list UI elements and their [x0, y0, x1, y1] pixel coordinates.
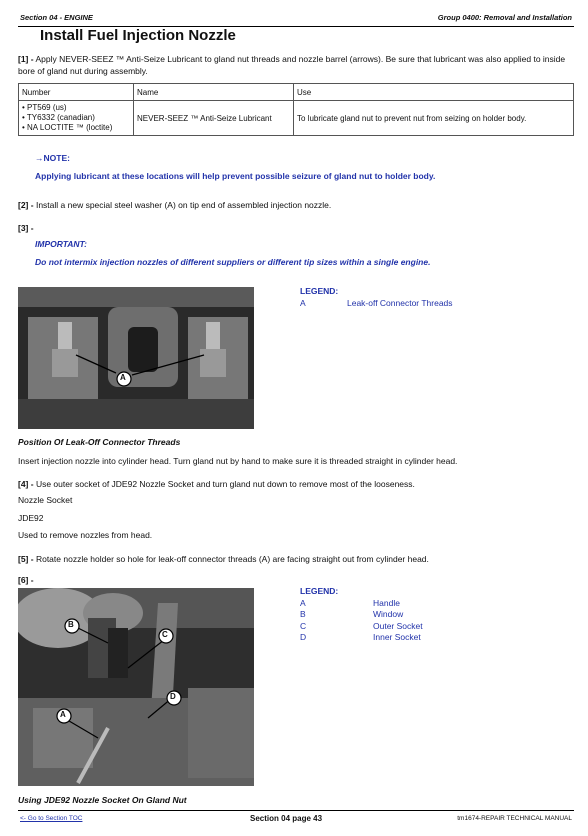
note-label: →NOTE:	[35, 153, 70, 163]
legend-item	[300, 598, 423, 610]
tool-use: Used to remove nozzles from head.	[18, 530, 153, 540]
col-header-use: Use	[294, 84, 574, 101]
legend-value: Leak-off Connector Threads	[347, 297, 453, 308]
legend-item	[300, 298, 453, 310]
table-header-row	[19, 84, 574, 101]
callout-a: A	[60, 710, 66, 719]
figure-2-caption: Using JDE92 Nozzle Socket On Gland Nut	[18, 795, 187, 805]
cell-numbers	[19, 101, 134, 136]
step-1-number: [1] -	[18, 54, 34, 64]
step-3	[18, 222, 34, 234]
part-number: • NA LOCTITE ™ (loctite)	[22, 123, 113, 132]
legend-value: Window	[373, 609, 404, 619]
note-text: Applying lubricant at these locations will help prevent possible seizure of gland nut to holder body.	[35, 171, 436, 181]
step-4-text: Use outer socket of JDE92 Nozzle Socket and turn gland nut down to remove most of the looseness.	[33, 479, 415, 489]
legend-value: Handle	[373, 597, 400, 608]
group-label: Group 0400: Removal and Installation	[437, 13, 572, 22]
page-number: Section 04 page 43	[250, 814, 323, 823]
step-1	[18, 53, 574, 77]
callout-b: B	[68, 620, 74, 629]
step-4	[18, 478, 415, 490]
legend-value: Inner Socket	[373, 632, 421, 642]
figure-1-legend	[300, 286, 453, 309]
legend-key: A	[300, 597, 306, 608]
step-6	[18, 574, 34, 586]
part-number: • PT569 (us)	[22, 103, 67, 112]
cell-use: To lubricate gland nut to prevent nut from seizing on holder body.	[294, 101, 574, 136]
legend-item	[300, 609, 423, 621]
manual-title: tm1674-REPAIR TECHNICAL MANUAL	[457, 815, 572, 822]
important-label: IMPORTANT:	[35, 239, 87, 249]
step-2-number: [2] -	[18, 200, 34, 210]
insert-paragraph: Insert injection nozzle into cylinder head. Turn gland nut by hand to make sure it is threaded straight in cylinder head.	[18, 456, 458, 466]
col-header-name: Name	[134, 84, 294, 101]
step-2	[18, 199, 331, 211]
cell-name: NEVER-SEEZ ™ Anti-Seize Lubricant	[134, 101, 294, 136]
section-label: Section 04 - ENGINE	[20, 13, 93, 22]
step-2-text: Install a new special steel washer (A) on tip end of assembled injection nozzle.	[33, 200, 332, 210]
legend-key: C	[300, 620, 307, 631]
figure-1-caption: Position Of Leak-Off Connector Threads	[18, 437, 181, 447]
step-1-text: Apply NEVER-SEEZ ™ Anti-Seize Lubricant to gland nut threads and nozzle barrel (arrows). Be sure that lubricant was also applied to inside bore of gland nut during assembly.	[18, 54, 566, 76]
col-header-number: Number	[19, 84, 134, 101]
page-footer	[18, 810, 574, 827]
step-6-number: [6] -	[18, 575, 34, 585]
step-3-number: [3] -	[18, 223, 34, 233]
part-number: • TY6332 (canadian)	[22, 113, 95, 122]
nozzle-socket-photo	[18, 588, 254, 786]
important-text: Do not intermix injection nozzles of different suppliers or different tip sizes within a single engine.	[35, 257, 431, 267]
lubricant-table	[18, 83, 574, 136]
figure-2-legend	[300, 586, 423, 644]
step-5-number: [5] -	[18, 554, 34, 564]
legend-item	[300, 621, 423, 633]
step-4-number: [4] -	[18, 479, 34, 489]
callout-d: D	[170, 692, 176, 701]
socket-photo-graphic	[18, 588, 254, 786]
tool-name: Nozzle Socket	[18, 495, 73, 505]
engine-photo-graphic	[18, 287, 254, 429]
table-row	[19, 101, 574, 136]
tool-number: JDE92	[18, 513, 44, 523]
leak-off-threads-photo	[18, 287, 254, 429]
callout-a: A	[120, 373, 126, 382]
legend-key: B	[300, 609, 306, 619]
step-5	[18, 553, 429, 565]
page-header	[18, 8, 574, 27]
step-5-text: Rotate nozzle holder so hole for leak-off connector threads (A) are facing straight out from cylinder head.	[33, 554, 429, 564]
legend-item	[300, 632, 423, 644]
legend-title: LEGEND:	[300, 286, 339, 296]
section-toc-link[interactable]: <- Go to Section TOC	[20, 815, 83, 822]
legend-key: D	[300, 632, 307, 642]
page-title: Install Fuel Injection Nozzle	[40, 27, 236, 44]
callout-c: C	[162, 630, 168, 639]
legend-title: LEGEND:	[300, 586, 339, 596]
legend-key: A	[300, 297, 306, 308]
legend-value: Outer Socket	[373, 620, 423, 631]
